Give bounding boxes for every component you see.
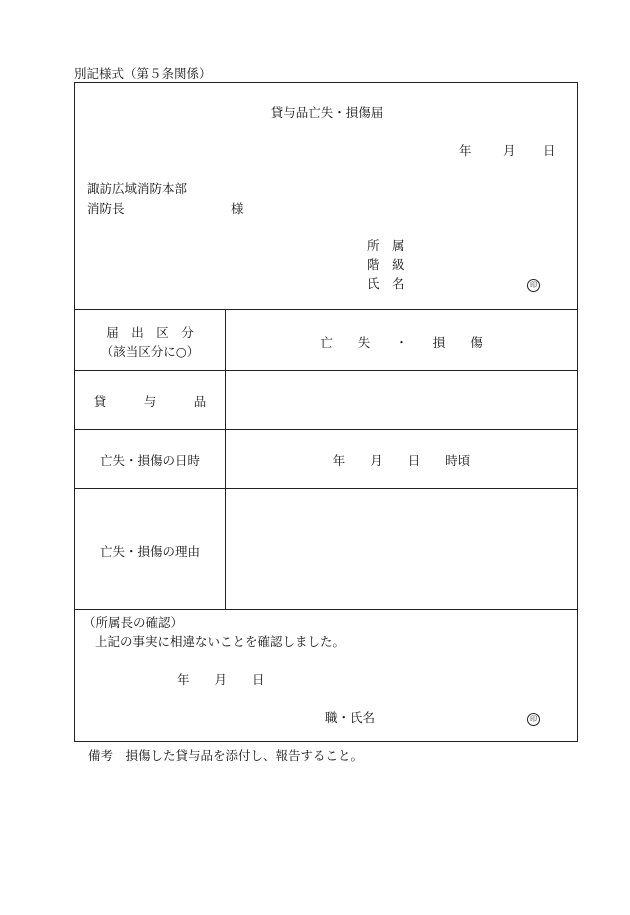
category-hint: （該当区分に○） — [100, 344, 200, 359]
divider — [75, 609, 577, 610]
confirmation-seal-icon: 印 — [527, 709, 540, 726]
reason-label: 亡失・損傷の理由 — [99, 544, 200, 559]
category-label: 届 出 区 分 — [106, 325, 194, 340]
confirmation-heading: （所属長の確認） — [83, 615, 184, 630]
applicant-dept-label: 所 属 — [367, 238, 405, 253]
applicant-rank-label: 階 級 — [367, 257, 405, 272]
datetime-field[interactable]: 年 月 日 時頃 — [332, 453, 471, 468]
divider — [75, 429, 577, 430]
confirmation-signer-label: 職・氏名 — [325, 710, 376, 725]
confirmation-statement: 上記の事実に相違ないことを確認しました。 — [95, 634, 346, 649]
date-year: 年 — [459, 143, 472, 158]
remarks-note: 備考 損傷した貸与品を添付し、報告すること。 — [88, 748, 364, 763]
category-options[interactable]: 亡 失 ・ 損 傷 — [320, 335, 483, 350]
form-title: 貸与品亡失・損傷届 — [270, 105, 384, 120]
form-number-label: 別記様式（第５条関係） — [74, 66, 212, 81]
confirmation-date: 年 月 日 — [177, 672, 265, 687]
date-month: 月 — [503, 143, 516, 158]
datetime-label: 亡失・損傷の日時 — [99, 453, 200, 468]
divider — [75, 370, 577, 371]
addressee-org: 諏訪広域消防本部 — [87, 181, 188, 196]
item-label: 貸 与 品 — [93, 394, 207, 409]
applicant-seal-icon: 印 — [527, 275, 540, 292]
addressee-title: 消防長 — [87, 201, 125, 216]
applicant-name-label: 氏 名 — [367, 276, 405, 291]
form-frame — [74, 82, 578, 742]
divider — [75, 309, 577, 310]
date-day: 日 — [543, 143, 556, 158]
divider — [75, 488, 577, 489]
addressee-honorific: 様 — [231, 201, 244, 216]
